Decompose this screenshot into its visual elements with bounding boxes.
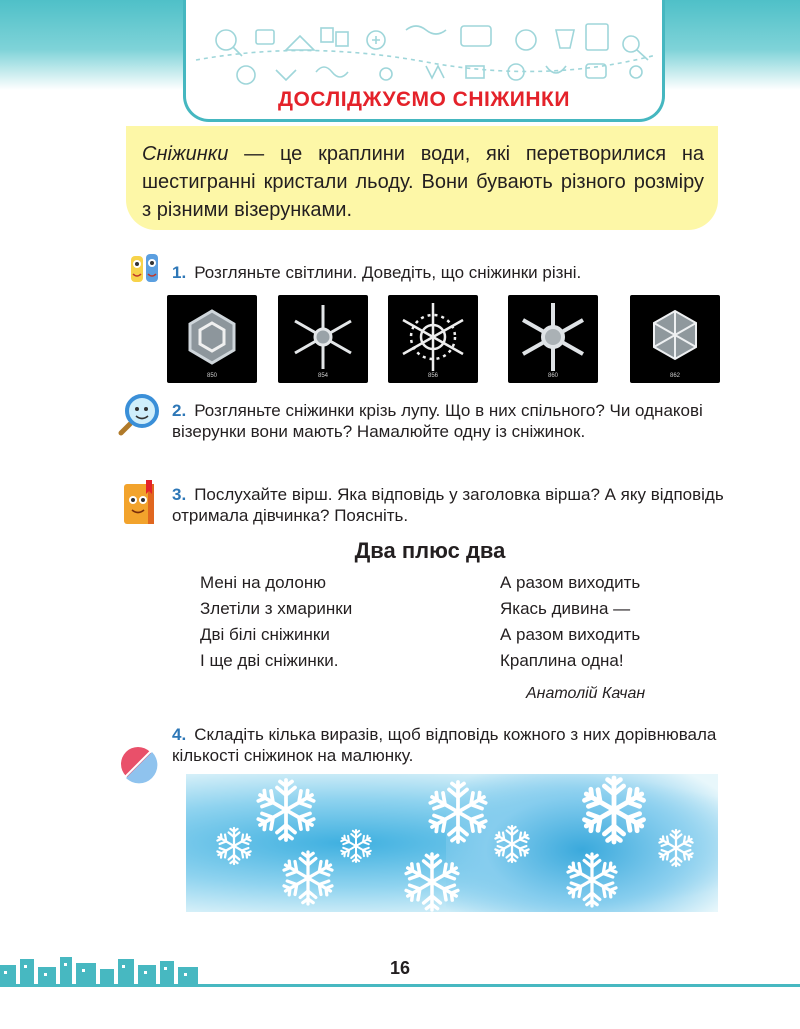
snowflake-icon bbox=[494, 826, 531, 862]
photo-caption: 850 bbox=[206, 373, 217, 379]
task-2 bbox=[172, 400, 732, 442]
poem-author: Анатолій Качан bbox=[526, 685, 646, 702]
children-pencils-icon bbox=[128, 252, 164, 288]
snowflake-icon bbox=[282, 852, 335, 904]
photo-caption: 854 bbox=[317, 373, 328, 379]
page-number: 16 bbox=[389, 958, 411, 978]
snowflake-icon bbox=[566, 854, 619, 906]
definition-text: — це краплини води, які перетворилися на шестигранні кристали льоду. Вони бувають різного розміру з різними візерунками. bbox=[142, 143, 704, 221]
task-number: 1. bbox=[172, 263, 187, 282]
footer-divider bbox=[0, 984, 800, 987]
task-text: Складіть кілька виразів, щоб відповідь кожного з них дорівнювала кількості сніжинок на малюнку. bbox=[172, 725, 717, 765]
task-text: Розгляньте сніжинки крізь лупу. Що в них спільного? Чи однакові візерунки вони мають? Намалюйте одну із сніжинок. bbox=[172, 401, 703, 441]
snowflake-icon bbox=[340, 830, 373, 862]
poem-line: А разом виходить bbox=[500, 573, 641, 592]
eraser-icon bbox=[118, 744, 158, 784]
task-1 bbox=[172, 262, 732, 283]
photo-caption: 856 bbox=[427, 373, 438, 379]
poem-line: І ще дві сніжинки. bbox=[200, 651, 339, 670]
task-number: 3. bbox=[172, 485, 187, 504]
book-icon bbox=[120, 478, 160, 528]
magnifier-icon bbox=[118, 392, 162, 436]
task-3 bbox=[172, 484, 732, 526]
poem-line: Якась дивина — bbox=[500, 599, 631, 618]
poem-line: Дві білі сніжинки bbox=[200, 625, 330, 644]
snowflake-photo bbox=[630, 295, 720, 383]
snowflakes-picture bbox=[186, 774, 718, 912]
task-4 bbox=[172, 724, 732, 766]
header-card bbox=[183, 0, 665, 122]
poem-line: А разом виходить bbox=[500, 625, 641, 644]
snowflake-icon bbox=[581, 778, 646, 842]
poem-line: Мені на долоню bbox=[200, 573, 326, 592]
task-text: Послухайте вірш. Яка відповідь у заголовка вірша? А яку відповідь отримала дівчинка? Поясніть. bbox=[172, 485, 724, 525]
snowflake-icon bbox=[428, 782, 489, 842]
snowflake-icon bbox=[256, 780, 317, 840]
snowflake-icon bbox=[404, 854, 461, 910]
poem-title: Два плюс два bbox=[354, 538, 506, 563]
snowflake-photo bbox=[167, 295, 257, 383]
task-text: Розгляньте світлини. Доведіть, що сніжинки різні. bbox=[194, 263, 582, 282]
task-number: 4. bbox=[172, 725, 187, 744]
task-number: 2. bbox=[172, 401, 187, 420]
photo-caption: 862 bbox=[669, 373, 680, 379]
snowflake-photo bbox=[388, 295, 478, 383]
definition-term: Сніжинки bbox=[142, 143, 229, 165]
poem-line: Злетіли з хмаринки bbox=[200, 599, 353, 618]
snowflake-photo bbox=[508, 295, 598, 383]
snowflake-icon bbox=[658, 830, 695, 866]
definition-box bbox=[126, 126, 718, 230]
section-title: ДОСЛІДЖУЄМО СНІЖИНКИ bbox=[278, 88, 570, 111]
snowflake-photo bbox=[278, 295, 368, 383]
snowflake-icon bbox=[216, 828, 253, 864]
poem-line: Краплина одна! bbox=[500, 651, 624, 670]
photo-caption: 860 bbox=[547, 373, 558, 379]
